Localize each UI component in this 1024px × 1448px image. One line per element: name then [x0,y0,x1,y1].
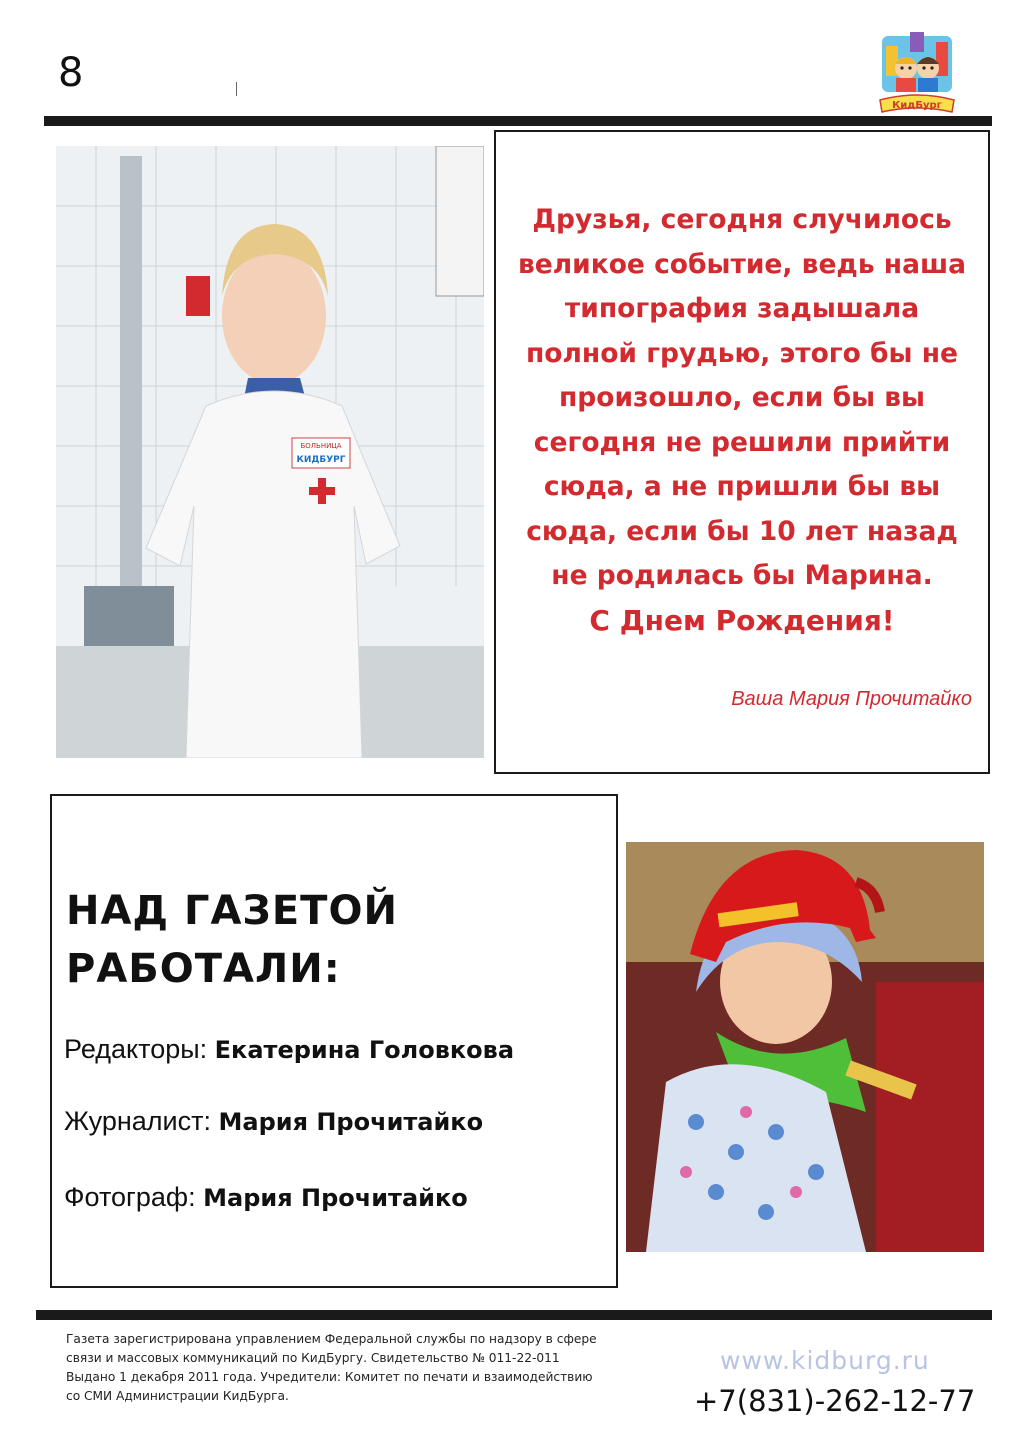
greeting-signature: Ваша Мария Прочитайко [731,688,972,710]
top-divider [44,116,992,126]
logo-text: КидБург [892,100,942,111]
registration-notice [66,1330,666,1406]
greeting-line: типография задышала [564,293,920,324]
website-url: www.kidburg.ru [720,1346,930,1375]
kidburg-logo [876,26,958,116]
credits-box [50,794,618,1288]
credit-journalist [64,1106,483,1137]
photo-girl-in-fire-helmet [626,842,984,1252]
greeting-line: сегодня не решили прийти [533,426,951,458]
greeting-line: произошло, если бы вы [558,382,926,413]
credits-heading [66,882,398,998]
greeting-line: не родилась бы Марина. [551,560,933,591]
registration-line: Выдано 1 декабря 2011 года. Учредители: Комитет по печати и взаимодействию [66,1370,593,1384]
page-number: 8 [58,50,84,96]
credit-name: Екатерина Головкова [214,1036,515,1064]
greeting-line: великое событие, ведь наша [517,248,967,280]
credit-editors [64,1034,514,1065]
crop-mark [236,82,237,96]
greeting-text [504,198,980,643]
credit-name: Мария Прочитайко [218,1108,484,1136]
photo-girl-in-doctor-coat [56,146,484,758]
birthday-wish: С Днем Рождения! [589,603,895,637]
credit-photographer [64,1182,468,1213]
registration-line: со СМИ Администрации КидБурга. [66,1389,289,1403]
badge-line2: КИДБУРГ [296,455,346,465]
registration-line: связи и массовых коммуникаций по КидБургу. Свидетельство № 011-22-011 [66,1351,560,1365]
credit-role: Журналист: [64,1106,211,1136]
credit-name: Мария Прочитайко [203,1184,468,1212]
birthday-greeting-box [494,130,990,774]
bottom-divider [36,1310,992,1320]
phone-number: +7(831)-262-12-77 [694,1384,976,1418]
registration-line: Газета зарегистрирована управлением Федеральной службы по надзору в сфере [66,1332,597,1346]
greeting-line: полной грудью, этого бы не [525,337,959,369]
badge-line1: БОЛЬНИЦА [300,442,342,450]
credit-role: Редакторы: [64,1034,208,1064]
greeting-line: Друзья, сегодня случилось [532,204,952,235]
greeting-line: сюда, а не пришли бы вы [543,471,941,502]
credit-role: Фотограф: [64,1182,196,1212]
credits-heading-line: РАБОТАЛИ: [66,946,341,992]
credits-heading-line: НАД ГАЗЕТОЙ [66,888,398,934]
greeting-line: сюда, если бы 10 лет назад [526,515,958,547]
